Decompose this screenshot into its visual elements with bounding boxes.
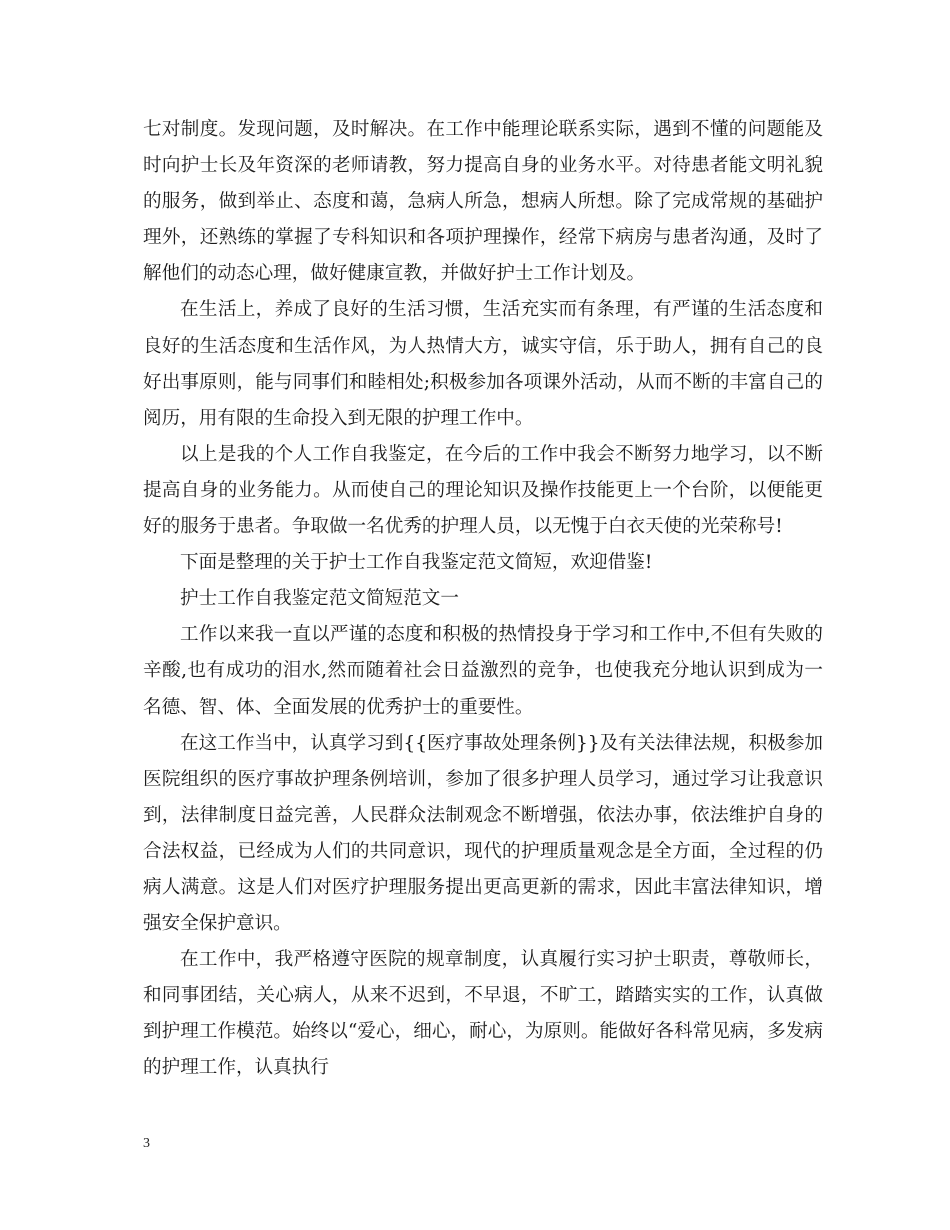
page-number: 3 xyxy=(143,1136,150,1151)
paragraph-4: 下面是整理的关于护士工作自我鉴定范文简短，欢迎借鉴! xyxy=(180,552,653,574)
paragraph-7: 在工作中，我严格遵守医院的规章制度，认真履行实习护士职责，尊敬师长，和同事团结，关心病人，从来不迟到，不早退，不旷工，踏踏实实的工作，认真做到护理工作模范。始终以“爱心，细心，耐心，为原则。能做好各科常见病，多发病的护理工作，认真执行 xyxy=(143,949,823,1079)
paragraph-6: 在这工作当中，认真学习到{{医疗事故处理条例}}及有关法律法规，积极参加医院组织的医疗事故护理条例培训，参加了很多护理人员学习，通过学习让我意识到，法律制度日益完善，人民群众法制观念不断增强，依法办事，依法维护自身的合法权益，已经成为人们的共同意识，现代的护理质量观念是全方面，全过程的仍病人满意。这是人们对医疗护理服务提出更高更新的需求，因此丰富法律知识，增强安全保护意识。 xyxy=(143,732,823,935)
paragraph-5: 工作以来我一直以严谨的态度和积极的热情投身于学习和工作中,不但有失败的辛酸,也有成功的泪水,然而随着社会日益激烈的竞争，也使我充分地认识到成为一名德、智、体、全面发展的优秀护士的重要性。 xyxy=(143,624,823,718)
paragraph-1: 七对制度。发现问题，及时解决。在工作中能理论联系实际，遇到不懂的问题能及时向护士长及年资深的老师请教，努力提高自身的业务水平。对待患者能文明礼貌的服务，做到举止、态度和蔼，急病人所急，想病人所想。除了完成常规的基础护理外，还熟练的掌握了专科知识和各项护理操作，经常下病房与患者沟通，及时了解他们的动态心理，做好健康宣教，并做好护士工作计划及。 xyxy=(143,119,823,285)
document-body xyxy=(143,112,823,1087)
paragraph-2: 在生活上，养成了良好的生活习惯，生活充实而有条理，有严谨的生活态度和良好的生活态度和生活作风，为人热情大方，诚实守信，乐于助人，拥有自己的良好出事原则，能与同事们和睦相处;积极参加各项课外活动，从而不断的丰富自己的阅历，用有限的生命投入到无限的护理工作中。 xyxy=(143,299,823,429)
section-heading: 护士工作自我鉴定范文简短范文一 xyxy=(180,588,459,610)
paragraph-3: 以上是我的个人工作自我鉴定，在今后的工作中我会不断努力地学习，以不断提高自身的业务能力。从而使自己的理论知识及操作技能更上一个台阶，以便能更好的服务于患者。争取做一名优秀的护理人员，以无愧于白衣天使的光荣称号! xyxy=(143,443,823,538)
